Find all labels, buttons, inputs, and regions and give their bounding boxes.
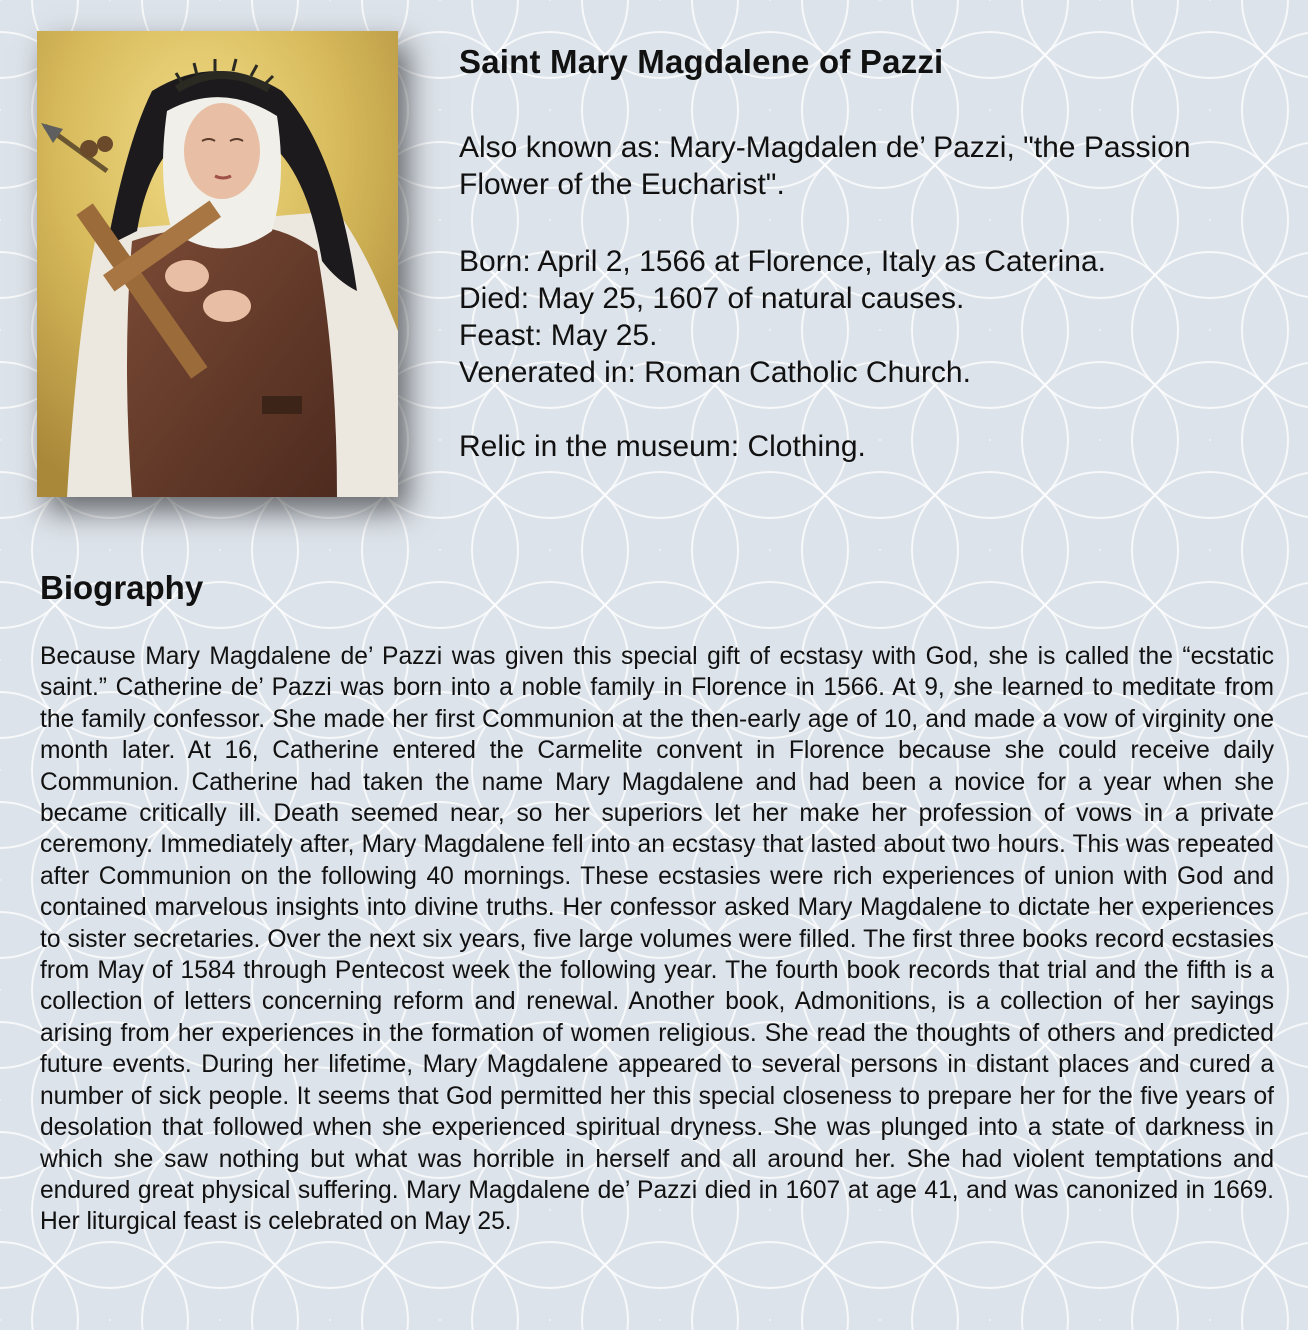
facts-list [459, 243, 1279, 391]
relic-info: Relic in the museum: Clothing. [459, 430, 866, 463]
saint-portrait [37, 31, 398, 497]
fact-died: Died: May 25, 1607 of natural causes. [459, 282, 965, 315]
fact-feast: Feast: May 25. [459, 319, 658, 352]
saint-portrait-image [37, 31, 398, 497]
biography-heading: Biography [40, 569, 204, 606]
fact-venerated: Venerated in: Roman Catholic Church. [459, 356, 971, 389]
biography-text: Because Mary Magdalene de’ Pazzi was given this special gift of ecstasy with God, she is called the “ecstatic saint.” Catherine de’ Pazzi was born into a noble family in Florence in 1566. At 9, she learned to meditate from the family confessor. She made her first Communion at the then-early age of 10, and made a vow of virginity one month later. At 16, Catherine entered the Carmelite convent in Florence because she could receive daily Communion. Catherine had taken the name Mary Magdalene and had been a novice for a year when she became critically ill. Death seemed near, so her superiors let her make her profession of vows in a private ceremony. Immediately after, Mary Magdalene fell into an ecstasy that lasted about two hours. This was repeated after Communion on the following 40 mornings. These ecstasies were rich experiences of union with God and contained marvelous insights into divine truths. Her confessor asked Mary Magdalene to dictate her experiences to sister secretaries. Over the next six years, five large volumes were filled. The first three books record ecstasies from May of 1584 through Pentecost week the following year. The fourth book records that trial and the fifth is a collection of letters concerning reform and renewal. Another book, Admonitions, is a collection of her sayings arising from her experiences in the formation of women religious. She read the thoughts of others and predicted future events. During her lifetime, Mary Magdalene appeared to several persons in distant places and cured a number of sick people. It seems that God permitted her this special closeness to prepare her for the five years of desolation that followed when she experienced spiritual dryness. She was plunged into a state of darkness in which she saw nothing but what was horrible in herself and all around her. She had violent temptations and endured great physical suffering. Mary Magdalene de’ Pazzi died in 1607 at age 41, and was canonized in 1669. Her liturgical feast is celebrated on May 25. [40, 643, 1274, 1236]
saint-info [459, 40, 1279, 465]
saint-title: Saint Mary Magdalene of Pazzi [459, 43, 944, 80]
also-known-as: Also known as: Mary-Magdalen de’ Pazzi, "the Passion Flower of the Eucharist". [459, 131, 1191, 201]
fact-born: Born: April 2, 1566 at Florence, Italy as Caterina. [459, 245, 1107, 278]
